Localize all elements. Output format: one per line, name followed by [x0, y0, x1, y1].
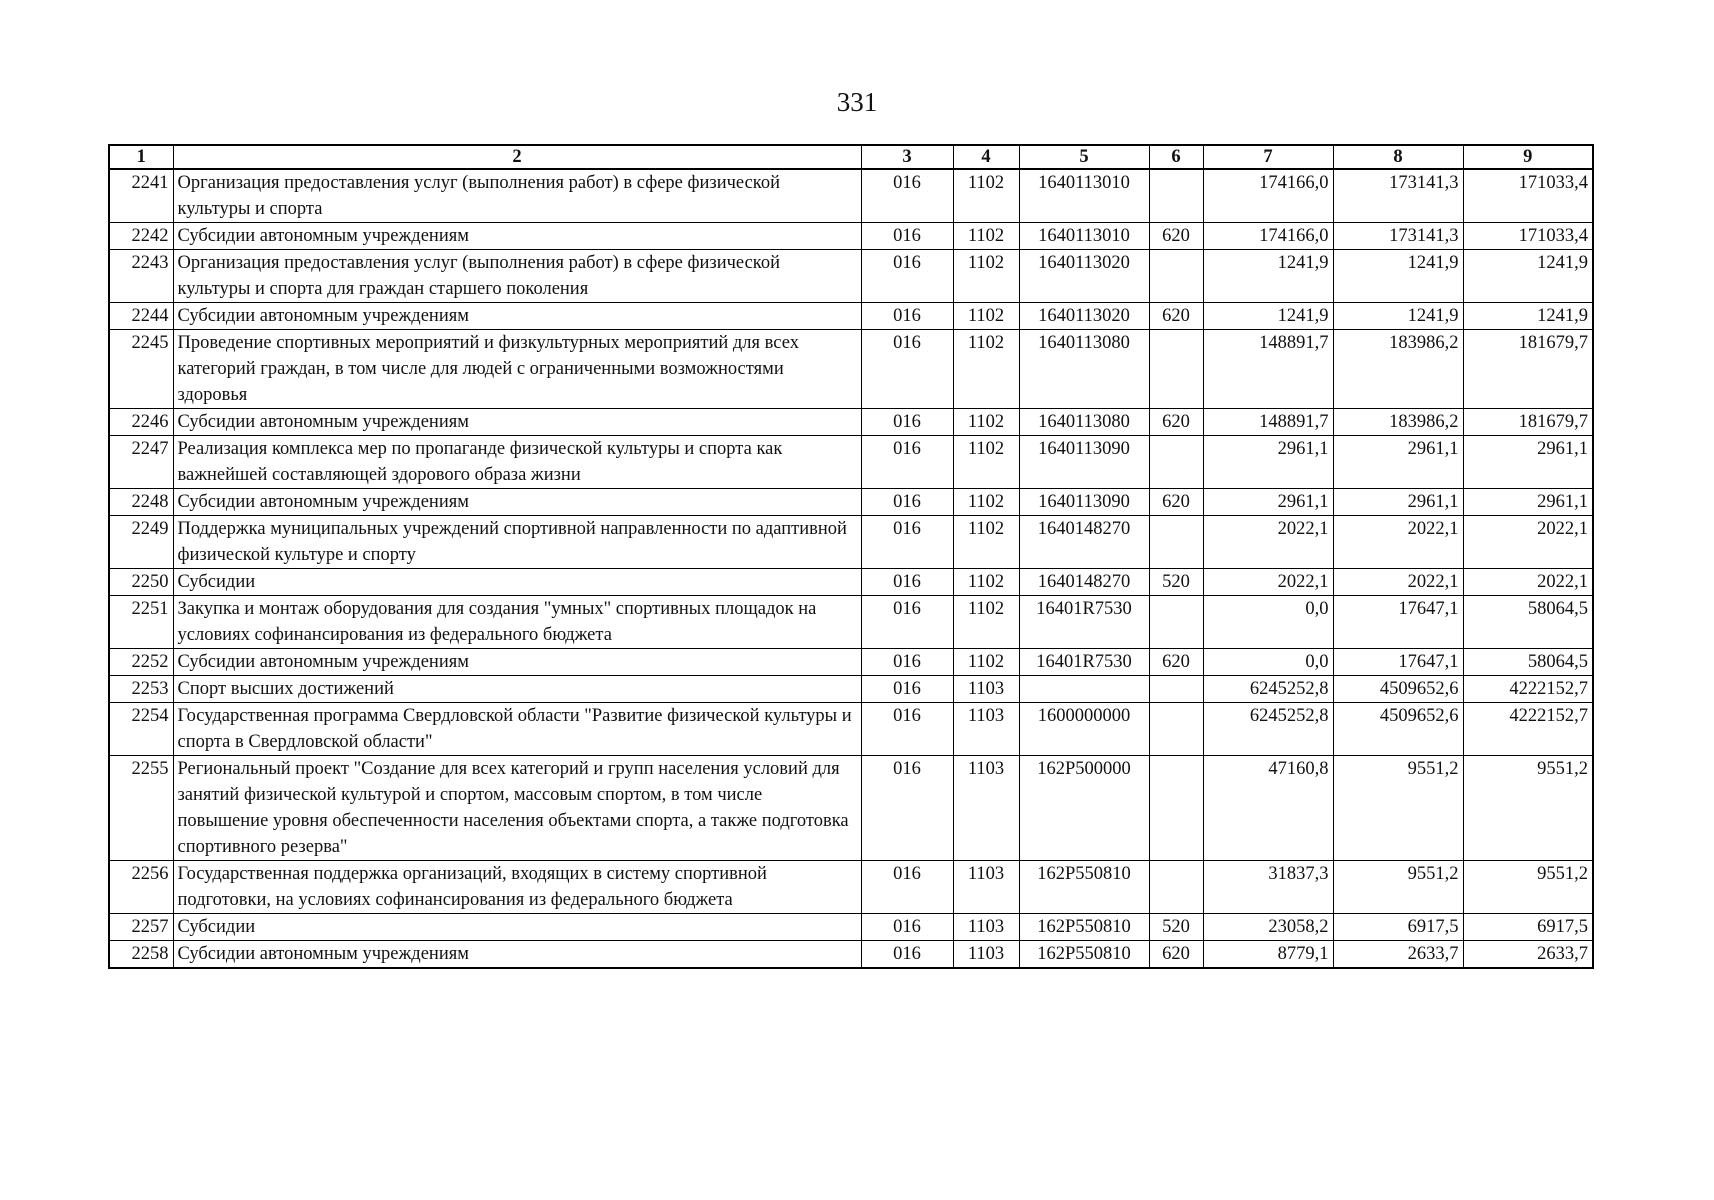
table-row	[109, 941, 1593, 969]
header-cell: 7	[1203, 145, 1333, 169]
amount-col9-cell: 58064,5	[1463, 596, 1593, 649]
section-code-cell: 1103	[953, 676, 1019, 703]
department-code-cell: 016	[861, 303, 953, 330]
amount-col7-cell: 0,0	[1203, 649, 1333, 676]
table-row	[109, 861, 1593, 914]
table-body	[109, 169, 1593, 968]
item-name-cell: Субсидии	[173, 914, 861, 941]
target-article-cell: 1640113010	[1019, 223, 1149, 250]
section-code-cell: 1103	[953, 914, 1019, 941]
amount-col8-cell: 183986,2	[1333, 409, 1463, 436]
expense-type-cell: 620	[1149, 409, 1203, 436]
row-number-cell: 2251	[109, 596, 173, 649]
table-row	[109, 409, 1593, 436]
amount-col8-cell: 17647,1	[1333, 649, 1463, 676]
section-code-cell: 1102	[953, 250, 1019, 303]
target-article-cell: 162P550810	[1019, 941, 1149, 969]
amount-col9-cell: 2022,1	[1463, 569, 1593, 596]
table-row	[109, 676, 1593, 703]
section-code-cell: 1102	[953, 596, 1019, 649]
section-code-cell: 1103	[953, 703, 1019, 756]
target-article-cell	[1019, 676, 1149, 703]
target-article-cell: 16401R7530	[1019, 649, 1149, 676]
department-code-cell: 016	[861, 756, 953, 861]
amount-col7-cell: 2961,1	[1203, 436, 1333, 489]
row-number-cell: 2244	[109, 303, 173, 330]
header-cell: 8	[1333, 145, 1463, 169]
department-code-cell: 016	[861, 861, 953, 914]
row-number-cell: 2243	[109, 250, 173, 303]
expense-type-cell: 620	[1149, 303, 1203, 330]
row-number-cell: 2258	[109, 941, 173, 969]
item-name-cell: Спорт высших достижений	[173, 676, 861, 703]
department-code-cell: 016	[861, 223, 953, 250]
section-code-cell: 1102	[953, 330, 1019, 409]
department-code-cell: 016	[861, 330, 953, 409]
amount-col7-cell: 1241,9	[1203, 303, 1333, 330]
amount-col9-cell: 2022,1	[1463, 516, 1593, 569]
department-code-cell: 016	[861, 941, 953, 969]
header-cell: 2	[173, 145, 861, 169]
amount-col7-cell: 47160,8	[1203, 756, 1333, 861]
row-number-cell: 2242	[109, 223, 173, 250]
table-row	[109, 596, 1593, 649]
header-cell: 3	[861, 145, 953, 169]
amount-col9-cell: 181679,7	[1463, 330, 1593, 409]
amount-col8-cell: 183986,2	[1333, 330, 1463, 409]
amount-col9-cell: 6917,5	[1463, 914, 1593, 941]
row-number-cell: 2250	[109, 569, 173, 596]
section-code-cell: 1102	[953, 169, 1019, 223]
item-name-cell: Государственная программа Свердловской области "Развитие физической культуры и спорта в Свердловской области"	[173, 703, 861, 756]
row-number-cell: 2241	[109, 169, 173, 223]
table-row	[109, 330, 1593, 409]
amount-col8-cell: 2961,1	[1333, 489, 1463, 516]
expense-type-cell: 520	[1149, 569, 1203, 596]
amount-col8-cell: 9551,2	[1333, 861, 1463, 914]
amount-col9-cell: 2961,1	[1463, 489, 1593, 516]
target-article-cell: 1640113090	[1019, 489, 1149, 516]
amount-col8-cell: 6917,5	[1333, 914, 1463, 941]
department-code-cell: 016	[861, 409, 953, 436]
header-cell: 4	[953, 145, 1019, 169]
row-number-cell: 2256	[109, 861, 173, 914]
target-article-cell: 1640113080	[1019, 330, 1149, 409]
expense-type-cell	[1149, 596, 1203, 649]
amount-col8-cell: 2961,1	[1333, 436, 1463, 489]
amount-col9-cell: 9551,2	[1463, 756, 1593, 861]
target-article-cell: 1640113020	[1019, 303, 1149, 330]
section-code-cell: 1102	[953, 303, 1019, 330]
amount-col9-cell: 9551,2	[1463, 861, 1593, 914]
header-cell: 1	[109, 145, 173, 169]
amount-col7-cell: 1241,9	[1203, 250, 1333, 303]
item-name-cell: Организация предоставления услуг (выполнения работ) в сфере физической культуры и спорта для граждан старшего поколения	[173, 250, 861, 303]
amount-col9-cell: 1241,9	[1463, 250, 1593, 303]
item-name-cell: Закупка и монтаж оборудования для создания "умных" спортивных площадок на условиях софинансирования из федерального бюджета	[173, 596, 861, 649]
amount-col8-cell: 173141,3	[1333, 169, 1463, 223]
amount-col7-cell: 2022,1	[1203, 569, 1333, 596]
department-code-cell: 016	[861, 489, 953, 516]
section-code-cell: 1103	[953, 861, 1019, 914]
item-name-cell: Поддержка муниципальных учреждений спортивной направленности по адаптивной физической культуре и спорту	[173, 516, 861, 569]
amount-col7-cell: 31837,3	[1203, 861, 1333, 914]
row-number-cell: 2245	[109, 330, 173, 409]
amount-col8-cell: 173141,3	[1333, 223, 1463, 250]
amount-col7-cell: 2961,1	[1203, 489, 1333, 516]
amount-col9-cell: 1241,9	[1463, 303, 1593, 330]
amount-col7-cell: 8779,1	[1203, 941, 1333, 969]
amount-col9-cell: 181679,7	[1463, 409, 1593, 436]
row-number-cell: 2249	[109, 516, 173, 569]
amount-col7-cell: 6245252,8	[1203, 703, 1333, 756]
item-name-cell: Субсидии автономным учреждениям	[173, 303, 861, 330]
section-code-cell: 1102	[953, 489, 1019, 516]
amount-col8-cell: 9551,2	[1333, 756, 1463, 861]
table-row	[109, 250, 1593, 303]
row-number-cell: 2255	[109, 756, 173, 861]
header-cell: 5	[1019, 145, 1149, 169]
amount-col7-cell: 0,0	[1203, 596, 1333, 649]
amount-col8-cell: 2022,1	[1333, 569, 1463, 596]
department-code-cell: 016	[861, 703, 953, 756]
expense-type-cell	[1149, 516, 1203, 569]
row-number-cell: 2248	[109, 489, 173, 516]
row-number-cell: 2257	[109, 914, 173, 941]
row-number-cell: 2252	[109, 649, 173, 676]
section-code-cell: 1102	[953, 649, 1019, 676]
target-article-cell: 1640148270	[1019, 569, 1149, 596]
amount-col7-cell: 174166,0	[1203, 169, 1333, 223]
row-number-cell: 2253	[109, 676, 173, 703]
department-code-cell: 016	[861, 649, 953, 676]
target-article-cell: 162P550810	[1019, 861, 1149, 914]
expense-type-cell: 620	[1149, 649, 1203, 676]
amount-col7-cell: 6245252,8	[1203, 676, 1333, 703]
department-code-cell: 016	[861, 250, 953, 303]
expense-type-cell	[1149, 250, 1203, 303]
target-article-cell: 1640113020	[1019, 250, 1149, 303]
target-article-cell: 162P550810	[1019, 914, 1149, 941]
table-row	[109, 516, 1593, 569]
amount-col8-cell: 2022,1	[1333, 516, 1463, 569]
expense-type-cell: 520	[1149, 914, 1203, 941]
amount-col9-cell: 4222152,7	[1463, 703, 1593, 756]
target-article-cell: 16401R7530	[1019, 596, 1149, 649]
amount-col8-cell: 1241,9	[1333, 250, 1463, 303]
department-code-cell: 016	[861, 596, 953, 649]
amount-col9-cell: 171033,4	[1463, 223, 1593, 250]
item-name-cell: Реализация комплекса мер по пропаганде физической культуры и спорта как важнейшей составляющей здорового образа жизни	[173, 436, 861, 489]
section-code-cell: 1102	[953, 516, 1019, 569]
item-name-cell: Субсидии автономным учреждениям	[173, 489, 861, 516]
expense-type-cell: 620	[1149, 489, 1203, 516]
header-cell: 6	[1149, 145, 1203, 169]
amount-col8-cell: 17647,1	[1333, 596, 1463, 649]
table-row	[109, 756, 1593, 861]
row-number-cell: 2247	[109, 436, 173, 489]
expense-type-cell: 620	[1149, 223, 1203, 250]
item-name-cell: Государственная поддержка организаций, входящих в систему спортивной подготовки, на условиях софинансирования из федерального бюджета	[173, 861, 861, 914]
section-code-cell: 1103	[953, 756, 1019, 861]
amount-col9-cell: 4222152,7	[1463, 676, 1593, 703]
department-code-cell: 016	[861, 169, 953, 223]
amount-col9-cell: 171033,4	[1463, 169, 1593, 223]
expense-type-cell	[1149, 330, 1203, 409]
table-row	[109, 436, 1593, 489]
department-code-cell: 016	[861, 569, 953, 596]
item-name-cell: Субсидии автономным учреждениям	[173, 223, 861, 250]
amount-col8-cell: 2633,7	[1333, 941, 1463, 969]
expense-type-cell	[1149, 861, 1203, 914]
budget-table	[108, 144, 1594, 969]
target-article-cell: 1640113010	[1019, 169, 1149, 223]
table-row	[109, 489, 1593, 516]
header-row	[109, 145, 1593, 169]
amount-col7-cell: 2022,1	[1203, 516, 1333, 569]
amount-col9-cell: 58064,5	[1463, 649, 1593, 676]
item-name-cell: Субсидии автономным учреждениям	[173, 649, 861, 676]
row-number-cell: 2246	[109, 409, 173, 436]
target-article-cell: 1640148270	[1019, 516, 1149, 569]
expense-type-cell	[1149, 756, 1203, 861]
amount-col7-cell: 148891,7	[1203, 409, 1333, 436]
expense-type-cell	[1149, 436, 1203, 489]
amount-col7-cell: 174166,0	[1203, 223, 1333, 250]
target-article-cell: 1640113080	[1019, 409, 1149, 436]
section-code-cell: 1103	[953, 941, 1019, 969]
department-code-cell: 016	[861, 436, 953, 489]
item-name-cell: Региональный проект "Создание для всех категорий и групп населения условий для занятий физической культурой и спортом, массовым спортом, в том числе повышение уровня обеспеченности населения объектами спорта, а также подготовка спортивного резерва"	[173, 756, 861, 861]
section-code-cell: 1102	[953, 223, 1019, 250]
table-row	[109, 169, 1593, 223]
department-code-cell: 016	[861, 676, 953, 703]
amount-col8-cell: 4509652,6	[1333, 676, 1463, 703]
item-name-cell: Проведение спортивных мероприятий и физкультурных мероприятий для всех категорий граждан, в том числе для людей с ограниченными возможностями здоровья	[173, 330, 861, 409]
target-article-cell: 1600000000	[1019, 703, 1149, 756]
section-code-cell: 1102	[953, 409, 1019, 436]
item-name-cell: Организация предоставления услуг (выполнения работ) в сфере физической культуры и спорта	[173, 169, 861, 223]
amount-col9-cell: 2961,1	[1463, 436, 1593, 489]
department-code-cell: 016	[861, 516, 953, 569]
table-row	[109, 649, 1593, 676]
table-header	[109, 145, 1593, 169]
item-name-cell: Субсидии автономным учреждениям	[173, 941, 861, 969]
section-code-cell: 1102	[953, 569, 1019, 596]
page-number: 331	[836, 87, 878, 117]
amount-col8-cell: 4509652,6	[1333, 703, 1463, 756]
target-article-cell: 1640113090	[1019, 436, 1149, 489]
expense-type-cell	[1149, 676, 1203, 703]
section-code-cell: 1102	[953, 436, 1019, 489]
amount-col7-cell: 23058,2	[1203, 914, 1333, 941]
table-row	[109, 703, 1593, 756]
item-name-cell: Субсидии	[173, 569, 861, 596]
table-row	[109, 569, 1593, 596]
amount-col7-cell: 148891,7	[1203, 330, 1333, 409]
amount-col8-cell: 1241,9	[1333, 303, 1463, 330]
table-row	[109, 914, 1593, 941]
expense-type-cell	[1149, 169, 1203, 223]
row-number-cell: 2254	[109, 703, 173, 756]
amount-col9-cell: 2633,7	[1463, 941, 1593, 969]
department-code-cell: 016	[861, 914, 953, 941]
header-cell: 9	[1463, 145, 1593, 169]
target-article-cell: 162P500000	[1019, 756, 1149, 861]
table-row	[109, 223, 1593, 250]
table-row	[109, 303, 1593, 330]
expense-type-cell: 620	[1149, 941, 1203, 969]
expense-type-cell	[1149, 703, 1203, 756]
item-name-cell: Субсидии автономным учреждениям	[173, 409, 861, 436]
